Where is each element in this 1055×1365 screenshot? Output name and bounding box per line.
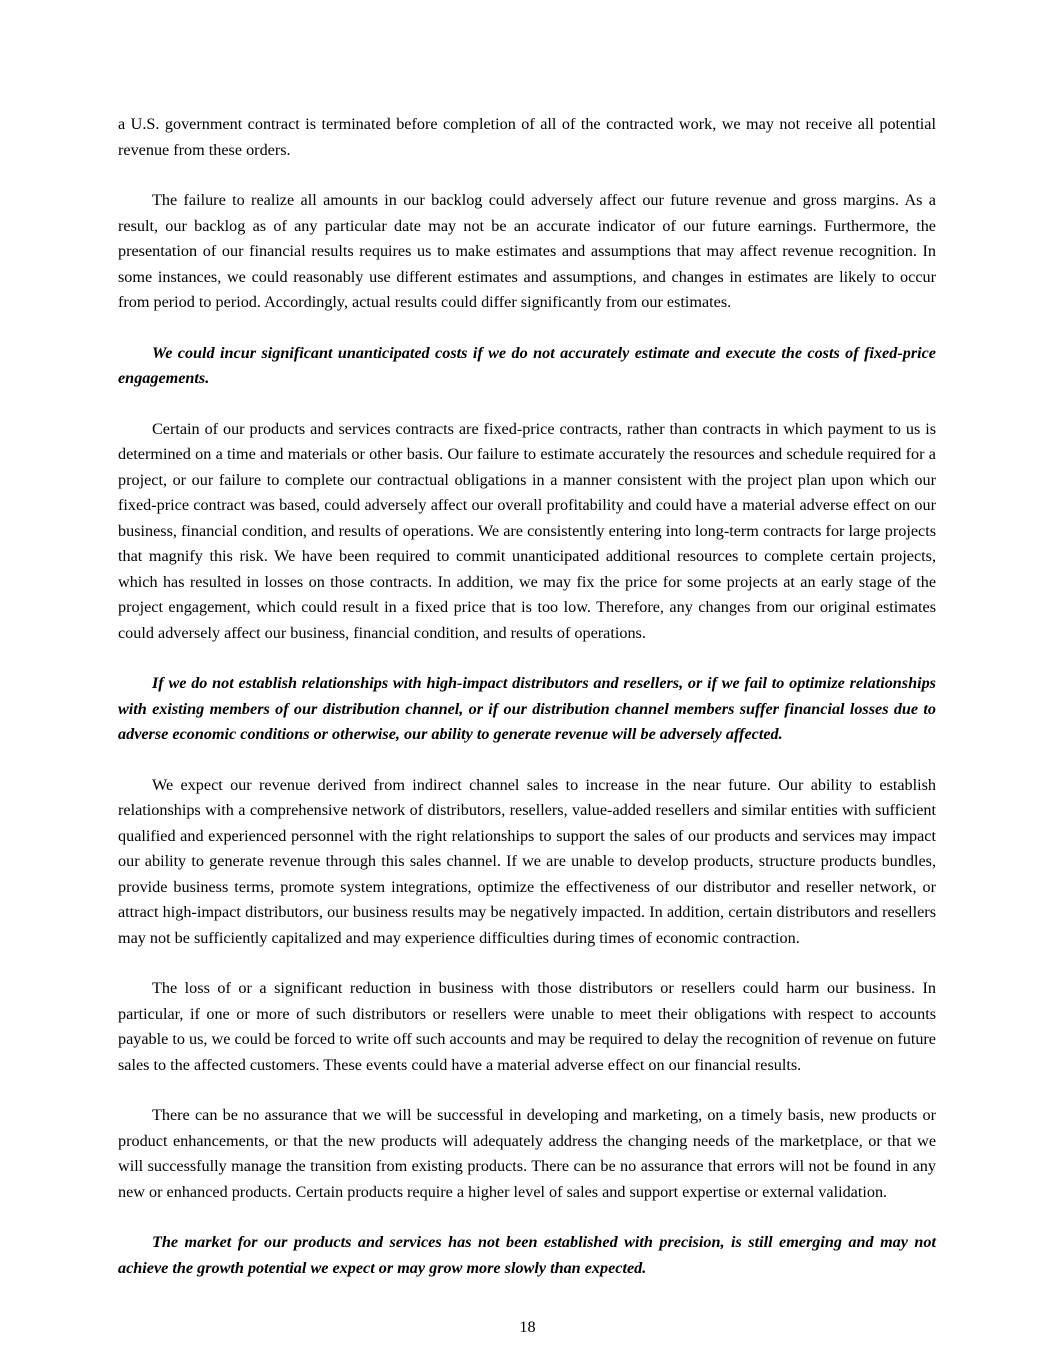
page-content <box>118 112 936 1281</box>
paragraph-spacer <box>118 1078 936 1103</box>
paragraph-spacer <box>118 646 936 671</box>
paragraph-spacer <box>118 316 936 341</box>
paragraph-loss-of-business: The loss of or a significant reduction in business with those distributors or resellers could harm our business. In particular, if one or more of such distributors or resellers were unable to meet their obligations with respect to accounts payable to us, we could be forced to write off such accounts and may be required to delay the recognition of revenue on future sales to the affected customers. These events could have a material adverse effect on our financial results. <box>118 979 936 1074</box>
paragraph-no-assurance: There can be no assurance that we will be successful in developing and marketing, on a timely basis, new products or product enhancements, or that the new products will adequately address the changing needs of the marketplace, or that we will successfully manage the transition from existing products. There can be no assurance that errors will not be found in any new or enhanced products. Certain products require a higher level of sales and support expertise or external validation. <box>118 1106 936 1201</box>
paragraph-spacer <box>118 748 936 773</box>
paragraph-intro: a U.S. government contract is terminated before completion of all of the contracted work, we may not receive all potential revenue from these orders. <box>118 115 936 159</box>
risk-heading-fixed-price: We could incur significant unanticipated costs if we do not accurately estimate and execute the costs of fixed-price engagements. <box>118 343 936 387</box>
paragraph-indirect-channel: We expect our revenue derived from indirect channel sales to increase in the near future. Our ability to establish relationships with a comprehensive network of distributors, resellers, value-added resellers and similar entities with sufficient qualified and experienced personnel with the right relationships to support the sales of our products and services may impact our ability to generate revenue through this sales channel. If we are unable to develop products, structure products bundles, provide business terms, promote system integrations, optimize the effectiveness of our distributor and reseller network, or attract high-impact distributors, our business results may be negatively impacted. In addition, certain distributors and resellers may not be sufficiently capitalized and may experience difficulties during times of economic contraction. <box>118 775 936 947</box>
risk-heading-market: The market for our products and services has not been established with precision, is still emerging and may not achieve the growth potential we expect or may grow more slowly than expected. <box>118 1233 936 1277</box>
paragraph-backlog: The failure to realize all amounts in our backlog could adversely affect our future revenue and gross margins. As a result, our backlog as of any particular date may not be an accurate indicator of our future earnings. Furthermore, the presentation of our financial results requires us to make estimates and assumptions that may affect revenue recognition. In some instances, we could reasonably use different estimates and assumptions, and changes in estimates are likely to occur from period to period. Accordingly, actual results could differ significantly from our estimates. <box>118 191 936 311</box>
paragraph-spacer <box>118 1205 936 1230</box>
risk-heading-distributors: If we do not establish relationships with high-impact distributors and resellers, or if we fail to optimize relationships with existing members of our distribution channel, or if our distribution channel members suffer financial losses due to adverse economic conditions or otherwise, our ability to generate revenue will be adversely affected. <box>118 674 936 743</box>
paragraph-spacer <box>118 163 936 188</box>
paragraph-spacer <box>118 951 936 976</box>
paragraph-fixed-price-contracts: Certain of our products and services contracts are fixed-price contracts, rather than contracts in which payment to us is determined on a time and materials or other basis. Our failure to estimate accurately the resources and schedule required for a project, or our failure to complete our contractual obligations in a manner consistent with the project plan upon which our fixed-price contract was based, could adversely affect our overall profitability and could have a material adverse effect on our business, financial condition, and results of operations. We are consistently entering into long-term contracts for large projects that magnify this risk. We have been required to commit unanticipated additional resources to complete certain projects, which has resulted in losses on those contracts. In addition, we may fix the price for some projects at an early stage of the project engagement, which could result in a fixed price that is too low. Therefore, any changes from our original estimates could adversely affect our business, financial condition, and results of operations. <box>118 419 936 642</box>
paragraph-spacer <box>118 392 936 417</box>
page-number: 18 <box>519 1318 536 1336</box>
